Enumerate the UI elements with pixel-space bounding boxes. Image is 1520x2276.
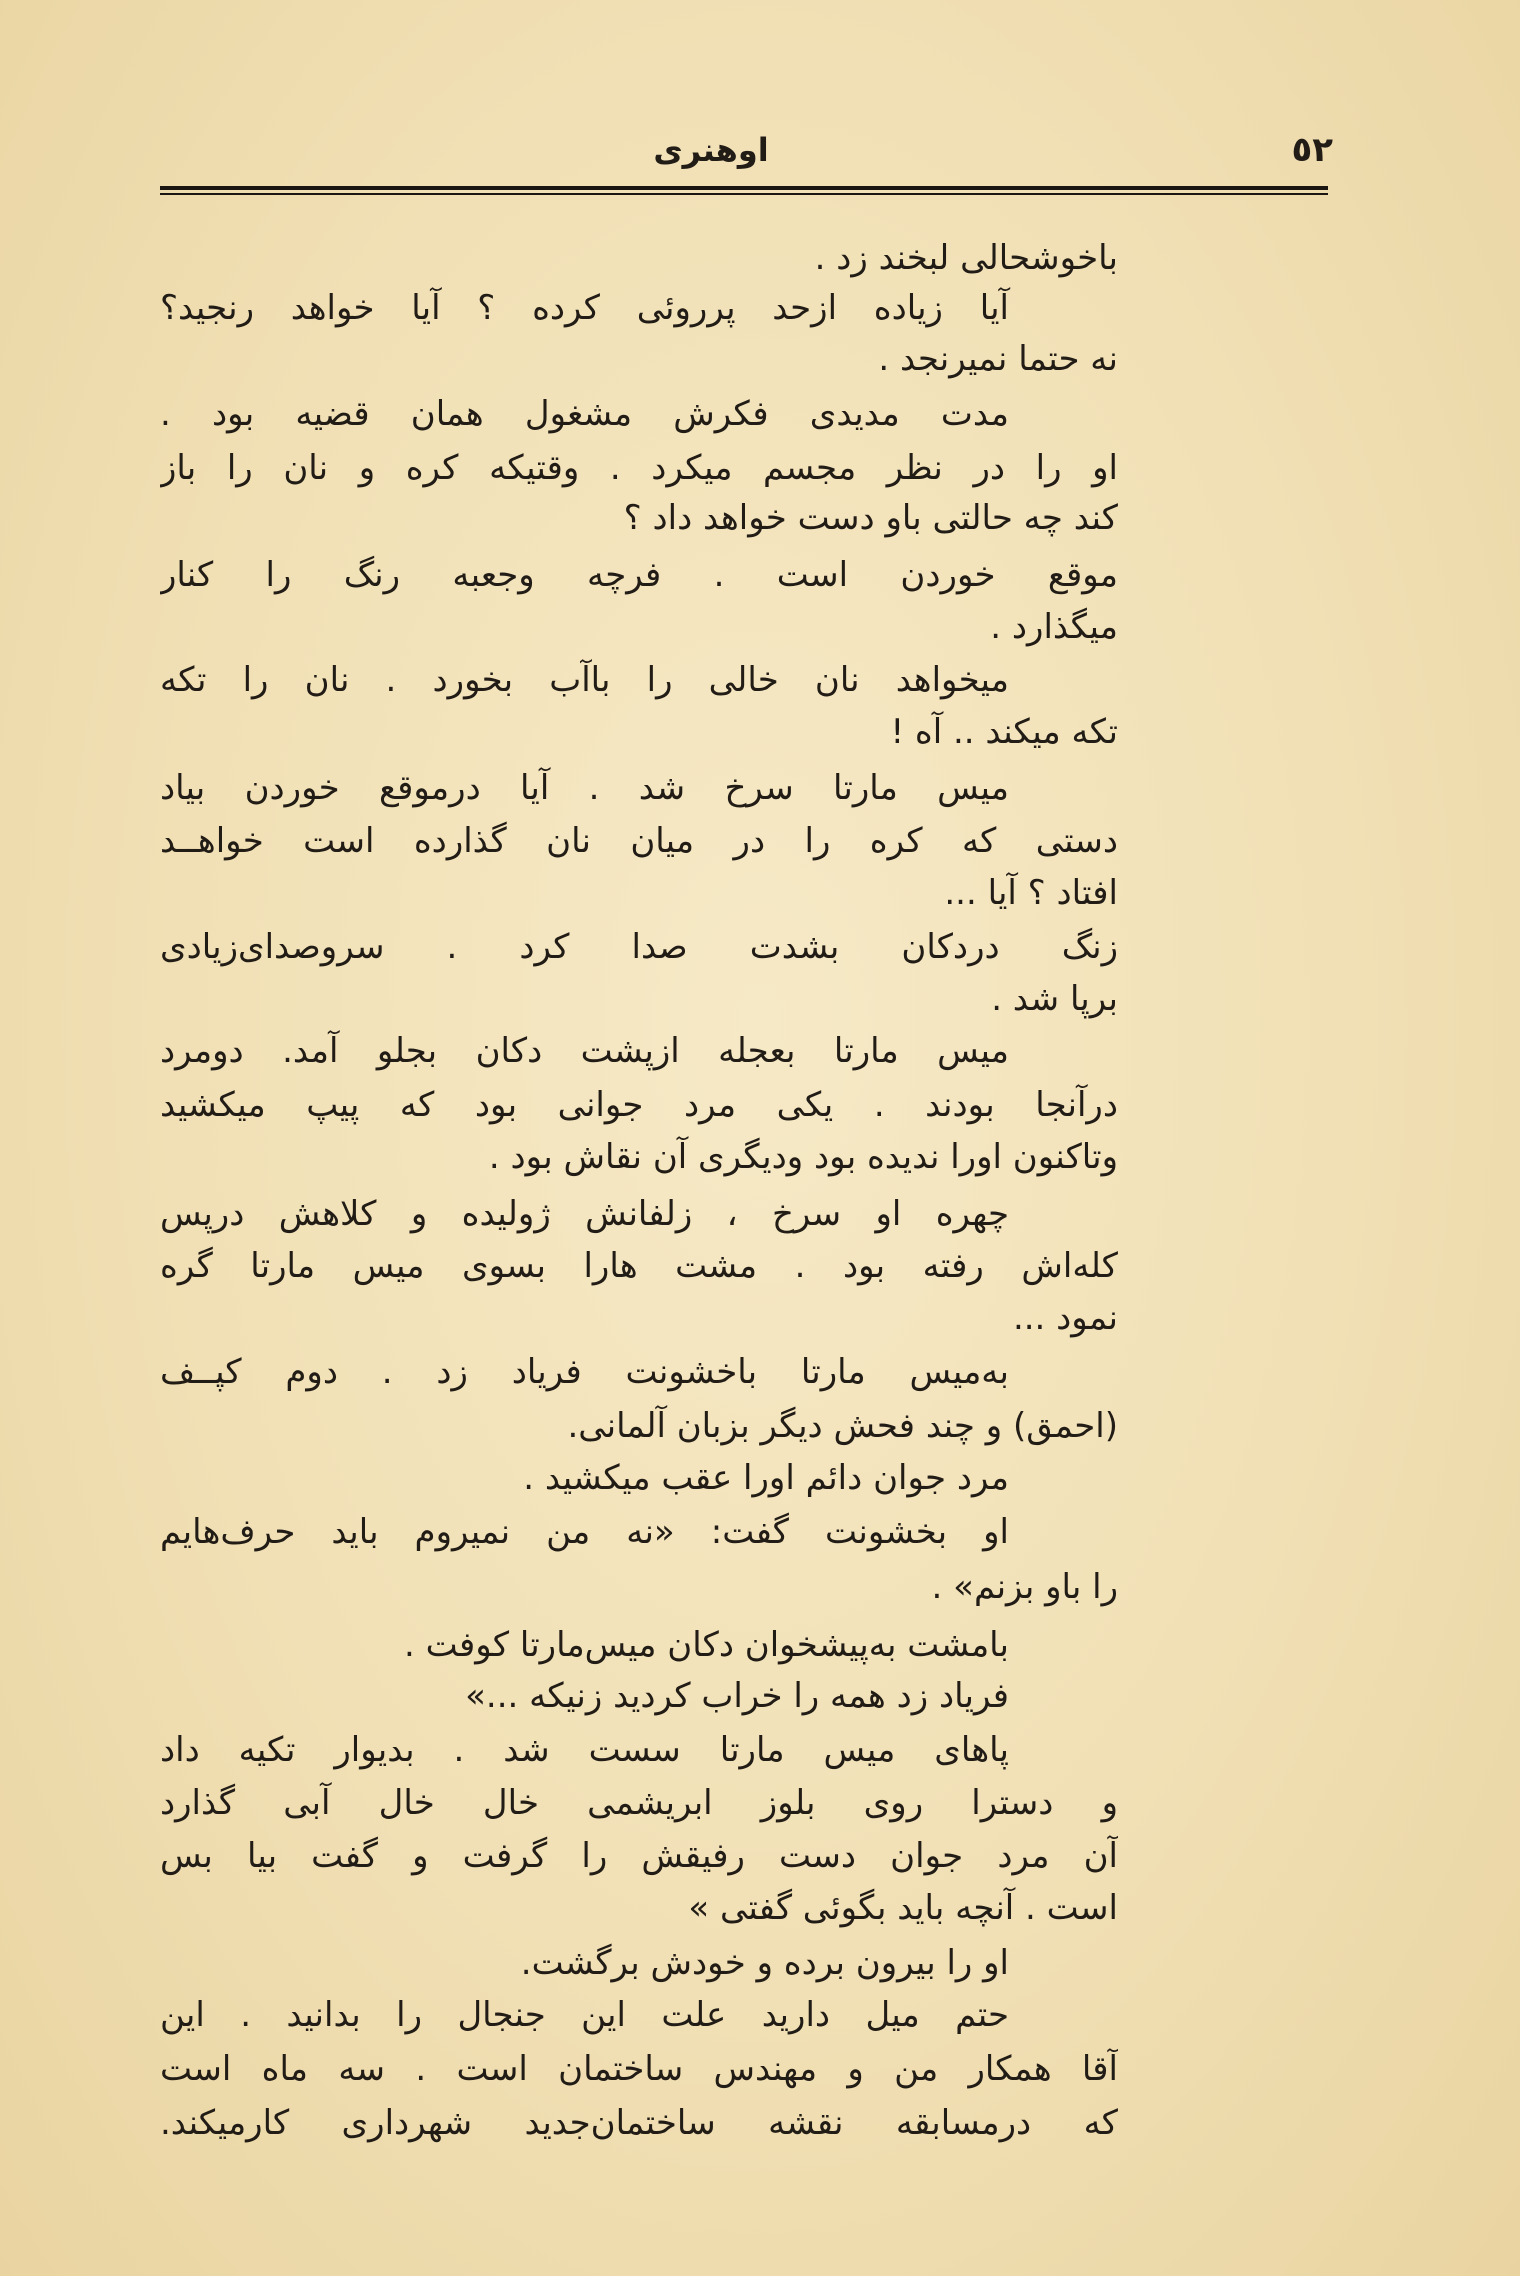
text-line: برپا شد . [991,979,1118,1019]
text-line: نه حتما نمیرنجد . [878,339,1118,379]
text-line: آیا زیاده ازحد پرروئی کرده ؟ آیا خواهد رنجید؟ [160,288,1009,328]
text-line: حتم میل دارید علت این جنجال را بدانید . این [160,1995,1009,2035]
text-line: نمود ... [1012,1298,1118,1338]
text-line: است . آنچه باید بگوئی گفتی » [688,1888,1118,1928]
text-line: فریاد زد همه را خراب کردید زنیکه ...» [465,1676,1009,1716]
text-line: به‌میس مارتا باخشونت فریاد زد . دوم کپــف [160,1352,1009,1392]
text-line: را باو بزنم» . [931,1567,1118,1607]
text-line: دستی که کره را در میان نان گذارده است خواهــد [160,821,1118,861]
text-line: و دسترا روی بلوز ابریشمی خال خال آبی گذارد [160,1783,1118,1823]
text-line: وتاکنون اورا ندیده بود ودیگری آن نقاش بود . [488,1137,1118,1177]
text-line: پاهای میس مارتا سست شد . بدیوار تکیه داد [160,1730,1009,1770]
text-line: بامشت به‌پیشخوان دکان میس‌مارتا کوفت . [404,1625,1009,1665]
text-line: میگذارد . [990,607,1118,647]
text-line: درآنجا بودند . یکی مرد جوانی بود که پیپ میکشید [160,1085,1118,1125]
text-line: مدت مدیدی فکرش مشغول همان قضیه بود . [160,394,1009,434]
text-line: باخوشحالی لبخند زد . [814,238,1118,278]
text-line: زنگ دردکان بشدت صدا کرد . سروصدای‌زیادی [160,927,1118,967]
text-line: افتاد ؟ آیا ... [944,873,1118,913]
text-line: میس مارتا سرخ شد . آیا درموقع خوردن بیاد [160,768,1009,808]
text-line: کله‌اش رفته بود . مشت هارا بسوی میس مارتا گره [160,1246,1118,1286]
text-line: که درمسابقه نقشه ساختمان‌جدید شهرداری کارمیکند. [160,2103,1118,2143]
text-line: آقا همکار من و مهندس ساختمان است . سه ماه است [160,2049,1118,2089]
text-line: آن مرد جوان دست رفیقش را گرفت و گفت بیا بس [160,1836,1118,1876]
header-rule-thin [160,193,1328,195]
text-line: او را در نظر مجسم میکرد . وقتیکه کره و نان را باز [160,448,1118,488]
text-line: تکه میکند .. آه ! [890,712,1118,752]
text-line: کند چه حالتی باو دست خواهد داد ؟ [623,498,1118,538]
text-line: چهره او سرخ ، زلفانش ژولیده و کلاهش درپس [160,1194,1009,1234]
text-line: میس مارتا بعجله ازپشت دکان بجلو آمد. دومرد [160,1031,1009,1071]
text-line: مرد جوان دائم اورا عقب میکشید . [523,1458,1009,1498]
running-title: اوهنری [653,131,769,169]
text-line: او را بیرون برده و خودش برگشت. [520,1943,1009,1983]
header-rule [160,186,1328,190]
page-number: ٥٢ [1291,130,1333,170]
text-line: او بخشونت گفت: «نه من نمیروم باید حرف‌هایم [160,1512,1009,1552]
text-line: موقع خوردن است . فرچه وجعبه رنگ را کنار [160,555,1118,595]
text-line: میخواهد نان خالی را باآب بخورد . نان را تکه [160,660,1009,700]
text-line: (احمق) و چند فحش دیگر بزبان آلمانی. [567,1406,1118,1446]
